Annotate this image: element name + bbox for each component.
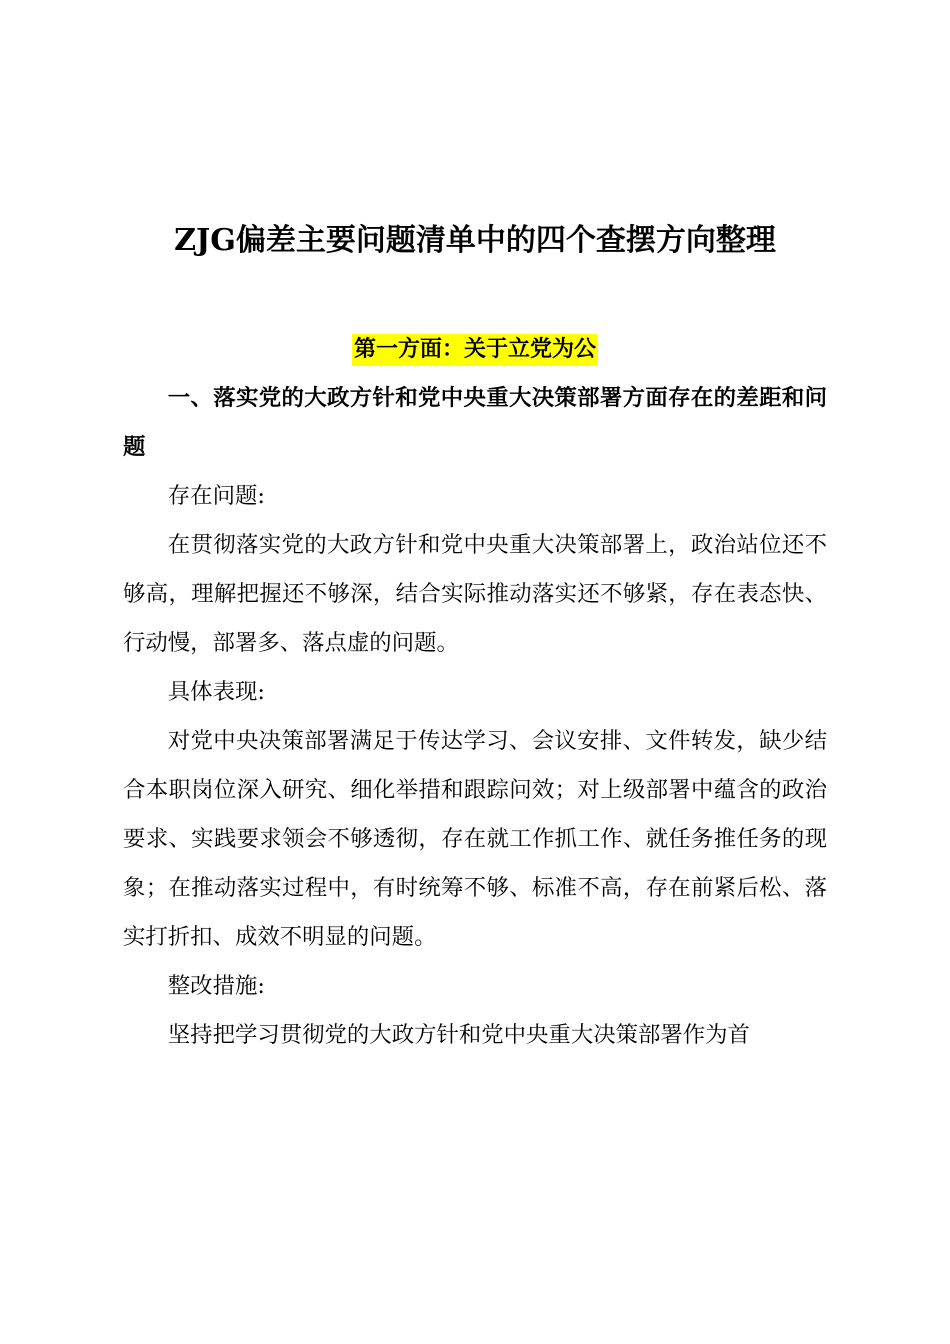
manifestations-label: 具体表现: bbox=[167, 679, 265, 705]
rectification-paragraph: 坚持把学习贯彻党的大政方针和党中央重大决策部署作为首 bbox=[167, 1022, 750, 1048]
section-heading-row bbox=[123, 330, 827, 374]
rectification-label: 整改措施: bbox=[167, 973, 265, 999]
existing-problems-label: 存在问题: bbox=[167, 483, 265, 509]
document-body bbox=[123, 210, 827, 1060]
subsection-heading: 一、落实党的大政方针和党中央重大决策部署方面存在的差距和问题 bbox=[123, 385, 827, 460]
section-heading: 第一方面：关于立党为公 bbox=[352, 334, 598, 366]
document-title: ZJG偏差主要问题清单中的四个查摆方向整理 bbox=[174, 223, 776, 258]
existing-problems-paragraph: 在贯彻落实党的大政方针和党中央重大决策部署上，政治站位还不够高，理解把握还不够深，结合实际推动落实还不够紧，存在表态快、行动慢，部署多、落点虚的问题。 bbox=[123, 532, 827, 656]
manifestations-paragraph: 对党中央决策部署满足于传达学习、会议安排、文件转发，缺少结合本职岗位深入研究、细化举措和跟踪问效；对上级部署中蕴含的政治要求、实践要求领会不够透彻，存在就工作抓工作、就任务推任务的现象；在推动落实过程中，有时统筹不够、标准不高，存在前紧后松、落实打折扣、成效不明显的问题。 bbox=[123, 728, 827, 950]
